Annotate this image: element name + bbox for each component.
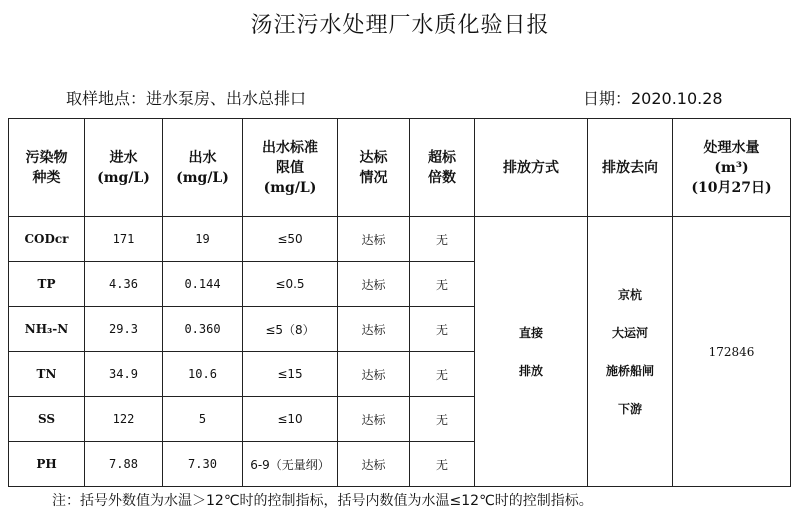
inflow-value: 7.88 xyxy=(85,442,163,487)
exceed-value: 无 xyxy=(410,442,475,487)
table-row xyxy=(9,217,791,262)
exceed-value: 无 xyxy=(410,217,475,262)
header-compliance: 达标 情况 xyxy=(338,119,410,217)
pollutant-name: NH₃-N xyxy=(9,307,85,352)
limit-value: ≤50 xyxy=(243,217,338,262)
pollutant-name: PH xyxy=(9,442,85,487)
header-row xyxy=(9,119,791,217)
treated-volume: 172846 xyxy=(673,217,791,487)
footnote: 注：括号外数值为水温＞12℃时的控制指标，括号内数值为水温≤12℃时的控制指标。 xyxy=(52,493,593,509)
exceed-value: 无 xyxy=(410,352,475,397)
exceed-value: 无 xyxy=(410,397,475,442)
compliance-value: 达标 xyxy=(338,262,410,307)
outflow-value: 10.6 xyxy=(163,352,243,397)
compliance-value: 达标 xyxy=(338,352,410,397)
header-pollutant: 污染物 种类 xyxy=(9,119,85,217)
header-discharge-method: 排放方式 xyxy=(475,119,588,217)
sampling-location: 取样地点：进水泵房、出水总排口 xyxy=(66,89,307,108)
inflow-value: 4.36 xyxy=(85,262,163,307)
water-quality-table xyxy=(8,118,791,487)
outflow-value: 19 xyxy=(163,217,243,262)
outflow-value: 0.360 xyxy=(163,307,243,352)
compliance-value: 达标 xyxy=(338,307,410,352)
limit-value: ≤15 xyxy=(243,352,338,397)
report-title: 汤汪污水处理厂水质化验日报 xyxy=(250,13,550,38)
outflow-value: 0.144 xyxy=(163,262,243,307)
pollutant-name: TN xyxy=(9,352,85,397)
limit-value: ≤0.5 xyxy=(243,262,338,307)
limit-value: ≤5（8） xyxy=(243,307,338,352)
limit-value: 6-9（无量纲） xyxy=(243,442,338,487)
inflow-value: 122 xyxy=(85,397,163,442)
exceed-value: 无 xyxy=(410,262,475,307)
exceed-value: 无 xyxy=(410,307,475,352)
header-volume: 处理水量 (m³) (10月27日) xyxy=(673,119,791,217)
compliance-value: 达标 xyxy=(338,217,410,262)
report-date: 日期：2020.10.28 xyxy=(583,89,723,108)
header-exceed: 超标 倍数 xyxy=(410,119,475,217)
header-inflow: 进水 (mg/L) xyxy=(85,119,163,217)
pollutant-name: TP xyxy=(9,262,85,307)
pollutant-name: SS xyxy=(9,397,85,442)
header-outflow: 出水 (mg/L) xyxy=(163,119,243,217)
outflow-value: 7.30 xyxy=(163,442,243,487)
inflow-value: 34.9 xyxy=(85,352,163,397)
header-limit: 出水标准 限值 (mg/L) xyxy=(243,119,338,217)
compliance-value: 达标 xyxy=(338,397,410,442)
header-discharge-dest: 排放去向 xyxy=(588,119,673,217)
limit-value: ≤10 xyxy=(243,397,338,442)
discharge-method-cell: 直接 排放 xyxy=(475,217,588,487)
discharge-dest-cell: 京杭 大运河 施桥船闸 下游 xyxy=(588,217,673,487)
compliance-value: 达标 xyxy=(338,442,410,487)
inflow-value: 29.3 xyxy=(85,307,163,352)
inflow-value: 171 xyxy=(85,217,163,262)
pollutant-name: CODcr xyxy=(9,217,85,262)
outflow-value: 5 xyxy=(163,397,243,442)
